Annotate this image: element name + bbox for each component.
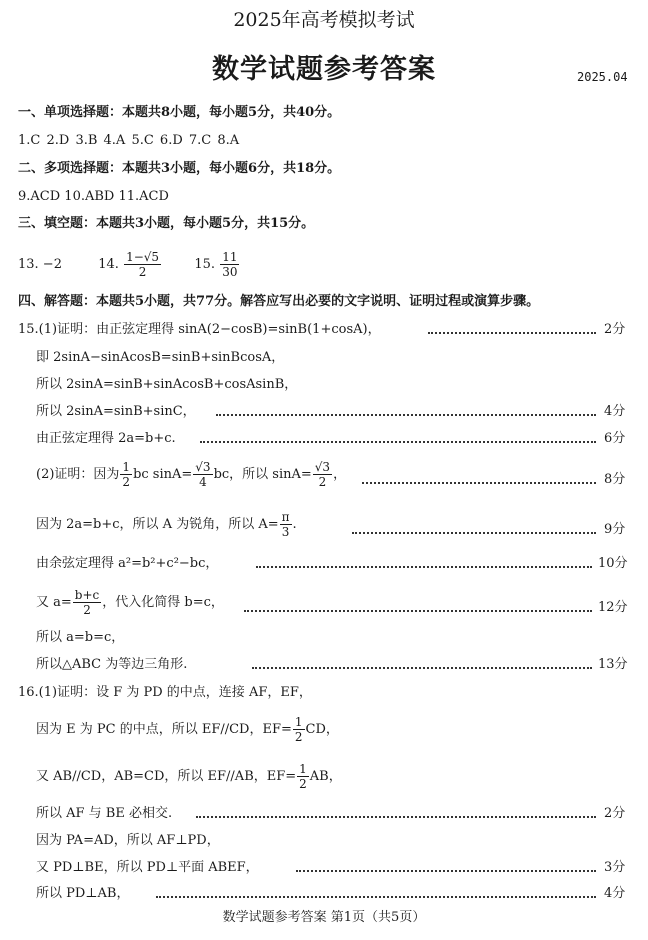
exam-date: 2025.04	[577, 70, 628, 84]
q15-line-6: (2)证明：因为 $\frac{1}{2}$ bc sinA= $\frac{√3}{4}$ bc，所以 sinA= $\frac{√3}{2}$ ，	[36, 460, 347, 489]
section-2-heading: 二、多项选择题：本题共3小题，每小题6分，共18分。	[18, 161, 341, 176]
score-mark: 8分	[604, 472, 626, 487]
q16-line-7: 所以 PD⊥AB，	[36, 886, 130, 901]
section-3-heading: 三、填空题：本题共3小题，每小题5分，共15分。	[18, 216, 315, 231]
fraction: $\frac{√3}{2}$	[314, 460, 331, 489]
dotted-leader	[362, 482, 596, 484]
answer-key-title: 数学试题参考答案	[212, 54, 436, 85]
q16-line-5: 因为 PA=AD，所以 AF⊥PD，	[36, 833, 220, 848]
fraction: $\frac{b+c}{2}$	[74, 588, 100, 617]
exam-title: 2025年高考模拟考试	[233, 9, 415, 31]
section-4-heading: 四、解答题：本题共5小题，共77分。解答应写出必要的文字说明、证明过程或演算步骤。	[18, 294, 540, 309]
dotted-leader	[352, 532, 596, 534]
section-2-answers: 9.ACD 10.ABD 11.ACD	[18, 189, 169, 204]
dotted-leader	[216, 414, 596, 416]
q16-line-6: 又 PD⊥BE，所以 PD⊥平面 ABEF，	[36, 860, 259, 875]
score-mark: 4分	[604, 404, 626, 419]
q15-line-5: 由正弦定理得 2a=b+c.	[36, 431, 176, 446]
score-mark: 10分	[598, 556, 628, 571]
fill-in-answers	[18, 250, 240, 284]
score-mark: 6分	[604, 431, 626, 446]
q15-line-1: 15.(1)证明：由正弦定理得 sinA(2−cosB)=sinB(1+cosA)，	[18, 322, 381, 337]
q15-line-8: 由余弦定理得 a²=b²+c²−bc，	[36, 556, 219, 571]
q15-line-9: 又 a= $\frac{b+c}{2}$ ，代入化简得 b=c，	[36, 588, 224, 617]
fraction: $\frac{√3}{4}$	[195, 460, 211, 489]
answer-13: 13. −2	[18, 257, 62, 272]
dotted-leader	[256, 566, 592, 568]
dotted-leader	[428, 332, 596, 334]
answer-14-label: 14.	[98, 257, 119, 272]
q15-line-2: 即 2sinA−sinAcosB=sinB+sinBcosA，	[36, 350, 285, 365]
fraction: $\frac{1}{2}$	[122, 460, 131, 489]
q16-line-3: 又 AB//CD，AB=CD，所以 EF//AB，EF= $\frac{1}{2}$ AB，	[36, 762, 342, 791]
score-mark: 9分	[604, 522, 626, 537]
answer-15-fraction: $\frac{11}{30}$	[222, 250, 238, 279]
q15-line-11: 所以△ABC 为等边三角形.	[36, 657, 188, 672]
q16-line-4: 所以 AF 与 BE 必相交.	[36, 806, 173, 821]
answer-15-label: 15.	[194, 257, 216, 272]
score-mark: 2分	[604, 806, 626, 821]
score-mark: 13分	[598, 657, 628, 672]
dotted-leader	[196, 816, 596, 818]
dotted-leader	[252, 667, 592, 669]
score-mark: 2分	[604, 322, 626, 337]
score-mark: 3分	[604, 860, 626, 875]
score-mark: 4分	[604, 886, 626, 901]
q15-line-7: 因为 2a=b+c，所以 A 为锐角，所以 A= $\frac{\pi}{3}$ .	[36, 510, 297, 539]
q15-line-4: 所以 2sinA=sinB+sinC，	[36, 404, 196, 419]
fraction: $\frac{\pi}{3}$	[281, 510, 290, 539]
q16-line-2: 因为 E 为 PC 的中点，所以 EF//CD，EF= $\frac{1}{2}$ CD，	[36, 715, 339, 744]
dotted-leader	[244, 610, 592, 612]
section-1-heading: 一、单项选择题：本题共8小题，每小题5分，共40分。	[18, 105, 341, 120]
q15-line-3: 所以 2sinA=sinB+sinAcosB+cosAsinB，	[36, 377, 298, 392]
dotted-leader	[200, 441, 596, 443]
dotted-leader	[156, 896, 596, 898]
answer-14-fraction: $\frac{1-√5}{2}$	[126, 250, 160, 279]
q16-line-1: 16.(1)证明：设 F 为 PD 的中点，连接 AF，EF，	[18, 685, 312, 700]
section-1-answers: 1.C 2.D 3.B 4.A 5.C 6.D 7.C 8.A	[18, 133, 240, 148]
fraction: $\frac{1}{2}$	[299, 762, 307, 791]
score-mark: 12分	[598, 600, 628, 615]
page-footer: 数学试题参考答案 第1页（共5页）	[222, 910, 426, 925]
q15-line-10: 所以 a=b=c，	[36, 630, 125, 645]
fraction: $\frac{1}{2}$	[294, 715, 303, 744]
dotted-leader	[296, 870, 596, 872]
